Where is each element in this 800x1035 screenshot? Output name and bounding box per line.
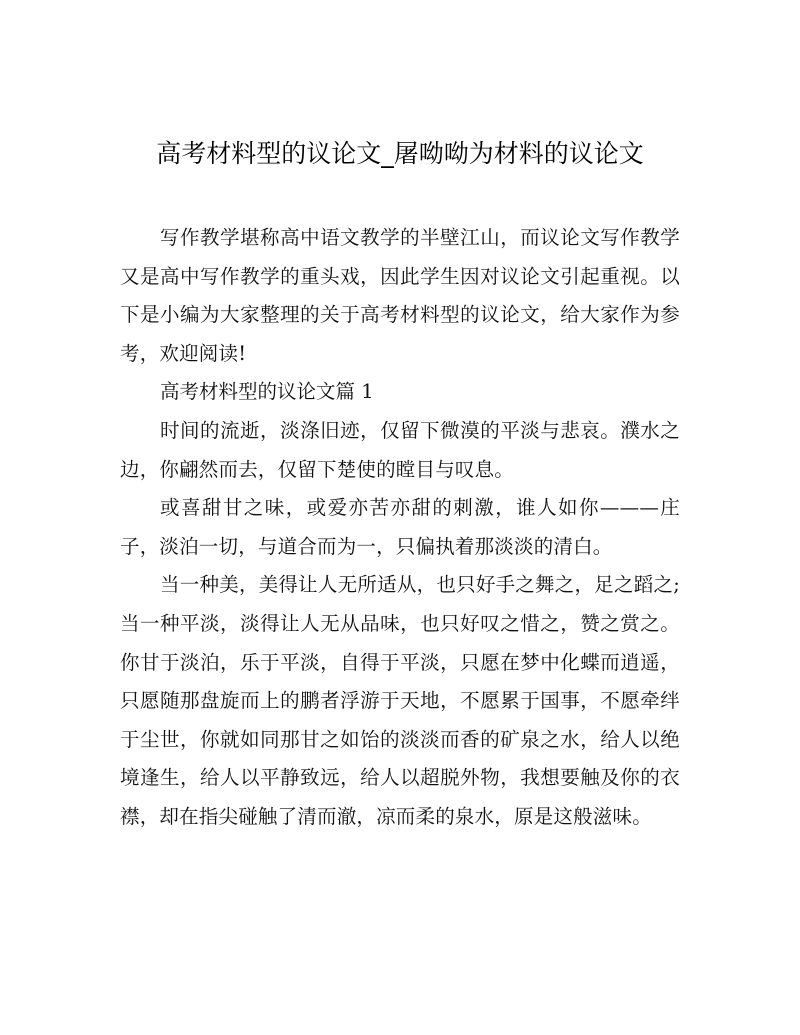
article-body <box>120 219 680 837</box>
section-heading: 高考材料型的议论文篇 1 <box>160 380 374 404</box>
body-paragraph: 或喜甜甘之味，或爱亦苦亦甜的刺激，谁人如你———庄子，淡泊一切，与道合而为一，只偏执着那淡淡的清白。 <box>120 496 680 558</box>
page-title: 高考材料型的议论文_屠呦呦为材料的议论文 <box>156 139 644 168</box>
body-paragraph: 时间的流逝，淡涤旧迹，仅留下微漠的平淡与悲哀。濮水之边，你翩然而去，仅留下楚使的瞠目与叹息。 <box>120 418 680 481</box>
body-paragraph: 当一种美，美得让人无所适从，也只好手之舞之，足之蹈之;当一种平淡，淡得让人无从品味，也只好叹之惜之，赞之赏之。你甘于淡泊，乐于平淡，自得于平淡，只愿在梦中化蝶而逍遥，只愿随那盘旋而上的鹏者浮游于天地，不愿累于国事，不愿牵绊于尘世，你就如同那甘之如饴的淡淡而香的矿泉之水，给人以绝境逢生，给人以平静致远，给人以超脱外物，我想要触及你的衣襟，却在指尖碰触了清而澈，凉而柔的泉水，原是这般滋味。 <box>120 573 680 828</box>
intro-paragraph: 写作教学堪称高中语文教学的半壁江山，而议论文写作教学又是高中写作教学的重头戏，因此学生因对议论文引起重视。以下是小编为大家整理的关于高考材料型的议论文，给大家作为参考，欢迎阅读! <box>120 226 680 365</box>
